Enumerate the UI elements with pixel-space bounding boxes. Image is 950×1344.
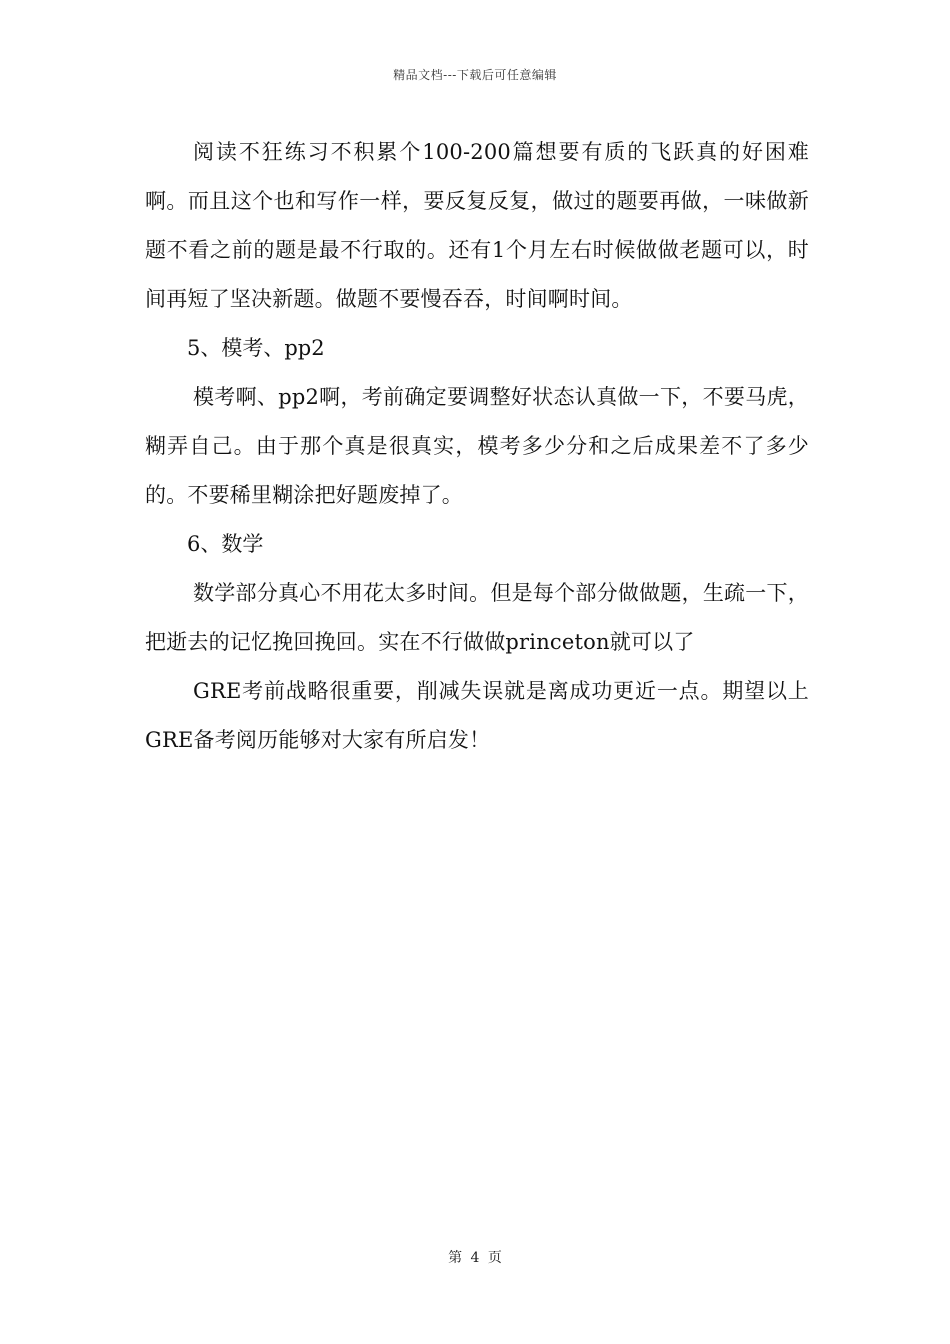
- page-header: 精品文档---下载后可任意编辑: [393, 68, 557, 82]
- document-body: [145, 128, 809, 765]
- paragraph-mock-exam: 模考啊、pp2啊，考前确定要调整好状态认真做一下，不要马虎，糊弄自己。由于那个真是很真实，模考多少分和之后成果差不了多少的。不要稀里糊涂把好题废掉了。: [145, 385, 809, 507]
- paragraph-reading: 阅读不狂练习不积累个100-200篇想要有质的飞跃真的好困难啊。而且这个也和写作一样，要反复反复，做过的题要再做，一味做新题不看之前的题是最不行取的。还有1个月左右时候做做老题可以，时间再短了坚决新题。做题不要慢吞吞，时间啊时间。: [145, 140, 809, 311]
- section-heading-math: 6、数学: [187, 532, 264, 556]
- paragraph-conclusion: GRE考前战略很重要，削减失误就是离成功更近一点。期望以上GRE备考阅历能够对大家有所启发！: [145, 679, 809, 752]
- section-heading-mock-exam: 5、模考、pp2: [187, 336, 325, 360]
- page-number: 第 4 页: [448, 1250, 502, 1266]
- paragraph-math: 数学部分真心不用花太多时间。但是每个部分做做题，生疏一下，把逝去的记忆挽回挽回。实在不行做做princeton就可以了: [145, 581, 809, 654]
